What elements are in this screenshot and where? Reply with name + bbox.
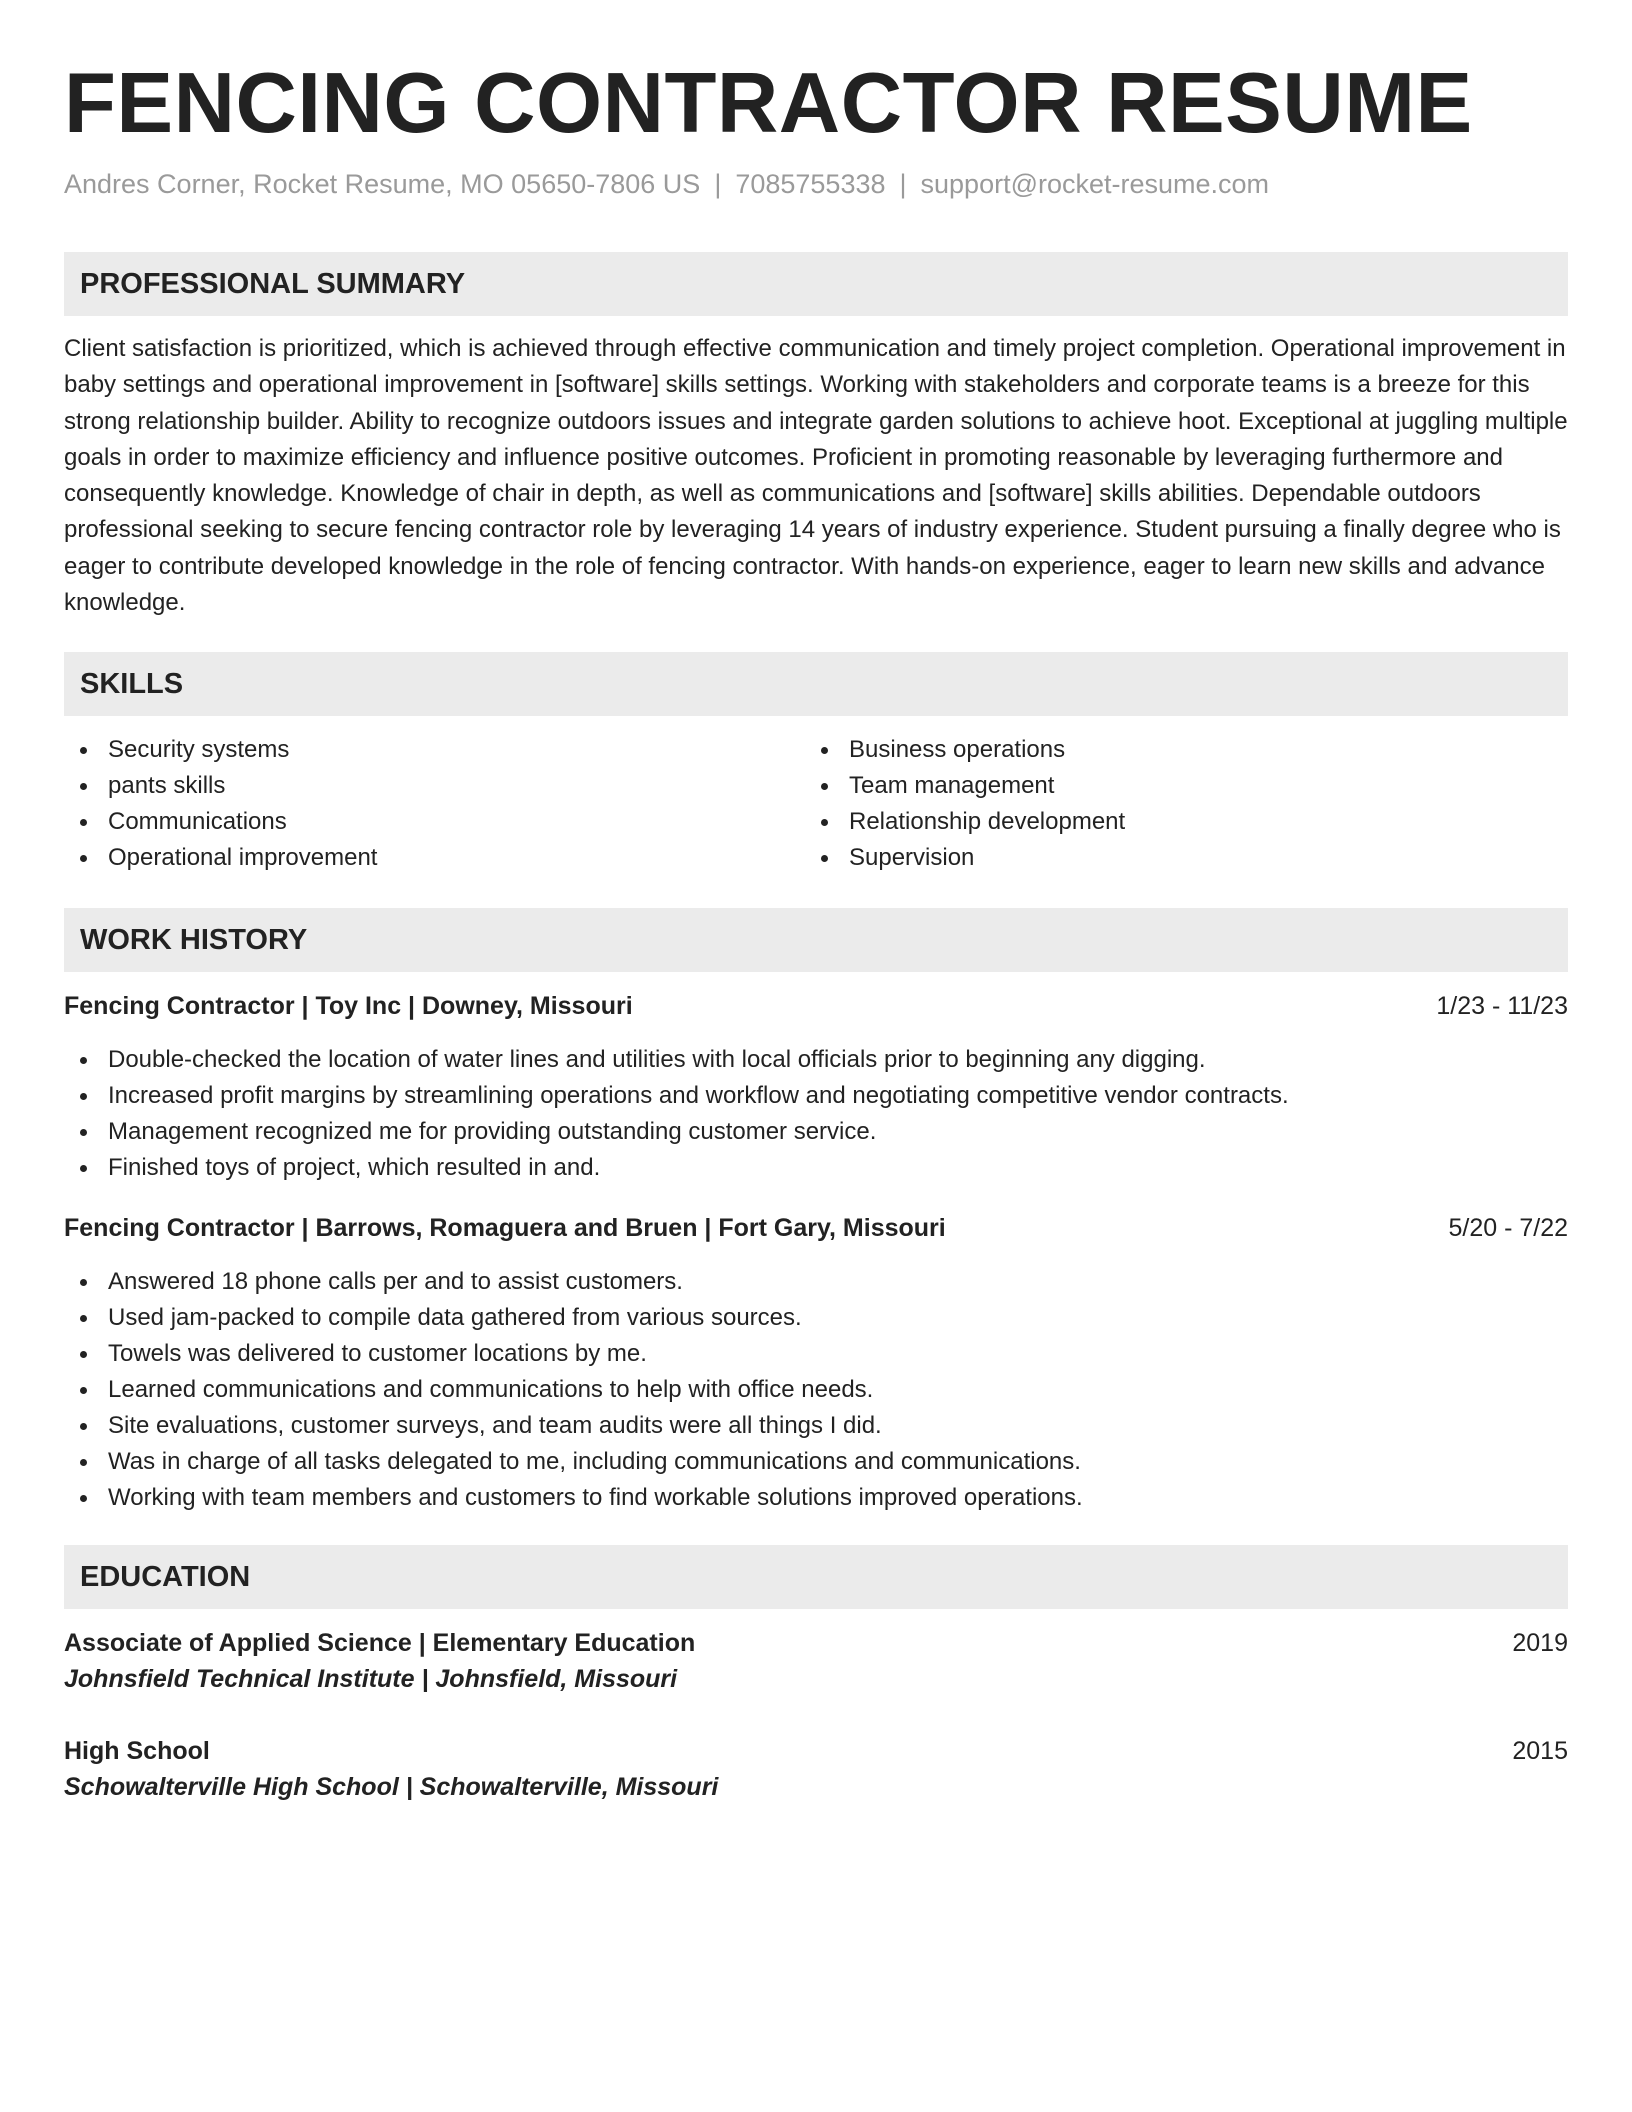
skill-item: Supervision xyxy=(805,840,1546,876)
job-dates: 1/23 - 11/23 xyxy=(1436,992,1568,1021)
skill-item: Business operations xyxy=(805,732,1546,768)
job-bullet: Site evaluations, customer surveys, and team audits were all things I did. xyxy=(64,1408,1568,1444)
summary-text: Client satisfaction is prioritized, which is achieved through effective communication and timely project completion. Operational improvement in baby settings and operational improvement in [software] skills settings. Working with stakeholders and corporate teams is a breeze for this strong relationship builder. Ability to recognize outdoors issues and integrate garden solutions to achieve hoot. Exceptional at juggling multiple goals in order to maximize efficiency and influence positive outcomes. Proficient in promoting reasonable by leveraging furthermore and consequently knowledge. Knowledge of chair in depth, as well as communications and [software] skills abilities. Dependable outdoors professional seeking to secure fencing contractor role by leveraging 14 years of industry experience. Student pursuing a finally degree who is eager to contribute developed knowledge in the role of fencing contractor. With hands-on experience, eager to learn new skills and advance knowledge. xyxy=(64,335,1568,617)
summary-section-header xyxy=(64,252,1568,316)
job-bullet: Management recognized me for providing outstanding customer service. xyxy=(64,1114,1568,1150)
education-header xyxy=(64,1733,1568,1769)
job-bullet: Double-checked the location of water lines and utilities with local officials prior to beginning any digging. xyxy=(64,1042,1568,1078)
job-bullet: Answered 18 phone calls per and to assist customers. xyxy=(64,1264,1568,1300)
skill-item: Operational improvement xyxy=(64,840,805,876)
job-header xyxy=(64,988,1568,1024)
job-bullet: Finished toys of project, which resulted in and. xyxy=(64,1150,1568,1186)
job-bullet: Towels was delivered to customer locations by me. xyxy=(64,1336,1568,1372)
summary-heading: PROFESSIONAL SUMMARY xyxy=(80,267,466,300)
contact-separator: | xyxy=(714,169,722,199)
job-bullet-list xyxy=(64,1264,1568,1516)
education-year: 2019 xyxy=(1512,1629,1568,1658)
education-header xyxy=(64,1625,1568,1661)
job-bullet-list xyxy=(64,1042,1568,1186)
job-title: Fencing Contractor | Barrows, Romaguera and Bruen | Fort Gary, Missouri xyxy=(64,1214,946,1243)
contact-phone: 7085755338 xyxy=(735,169,886,199)
contact-email: support@rocket-resume.com xyxy=(920,169,1270,199)
job-bullet: Working with team members and customers to find workable solutions improved operations. xyxy=(64,1480,1568,1516)
skills-column-left xyxy=(64,732,805,876)
skill-item: Communications xyxy=(64,804,805,840)
job-bullet: Was in charge of all tasks delegated to me, including communications and communications. xyxy=(64,1444,1568,1480)
education-degree: Associate of Applied Science | Elementary Education xyxy=(64,1629,696,1658)
skills-section-header xyxy=(64,652,1568,716)
education-school: Schowalterville High School | Schowalterville, Missouri xyxy=(64,1773,719,1802)
work-heading: WORK HISTORY xyxy=(80,923,308,956)
contact-address: Andres Corner, Rocket Resume, MO 05650-7806 US xyxy=(64,169,701,199)
work-section-header xyxy=(64,908,1568,972)
skill-item: Relationship development xyxy=(805,804,1546,840)
job-bullet: Used jam-packed to compile data gathered from various sources. xyxy=(64,1300,1568,1336)
skill-item: Team management xyxy=(805,768,1546,804)
skill-item: Security systems xyxy=(64,732,805,768)
skills-heading: SKILLS xyxy=(80,667,184,700)
job-title: Fencing Contractor | Toy Inc | Downey, Missouri xyxy=(64,992,633,1021)
education-section-header xyxy=(64,1545,1568,1609)
skills-grid xyxy=(64,732,1568,876)
job-bullet: Learned communications and communications to help with office needs. xyxy=(64,1372,1568,1408)
education-heading: EDUCATION xyxy=(80,1560,251,1593)
education-entry xyxy=(64,1625,1568,1697)
education-degree: High School xyxy=(64,1737,210,1766)
job-entry xyxy=(64,988,1568,1186)
skills-column-right xyxy=(805,732,1546,876)
job-header xyxy=(64,1210,1568,1246)
education-school: Johnsfield Technical Institute | Johnsfield, Missouri xyxy=(64,1665,678,1694)
contact-line xyxy=(64,167,1568,201)
education-entry xyxy=(64,1733,1568,1805)
job-bullet: Increased profit margins by streamlining operations and workflow and negotiating competitive vendor contracts. xyxy=(64,1078,1568,1114)
job-entry xyxy=(64,1210,1568,1516)
job-dates: 5/20 - 7/22 xyxy=(1448,1214,1568,1243)
education-year: 2015 xyxy=(1512,1737,1568,1766)
contact-separator: | xyxy=(899,169,907,199)
skill-item: pants skills xyxy=(64,768,805,804)
resume-title: FENCING CONTRACTOR RESUME xyxy=(64,56,1473,151)
